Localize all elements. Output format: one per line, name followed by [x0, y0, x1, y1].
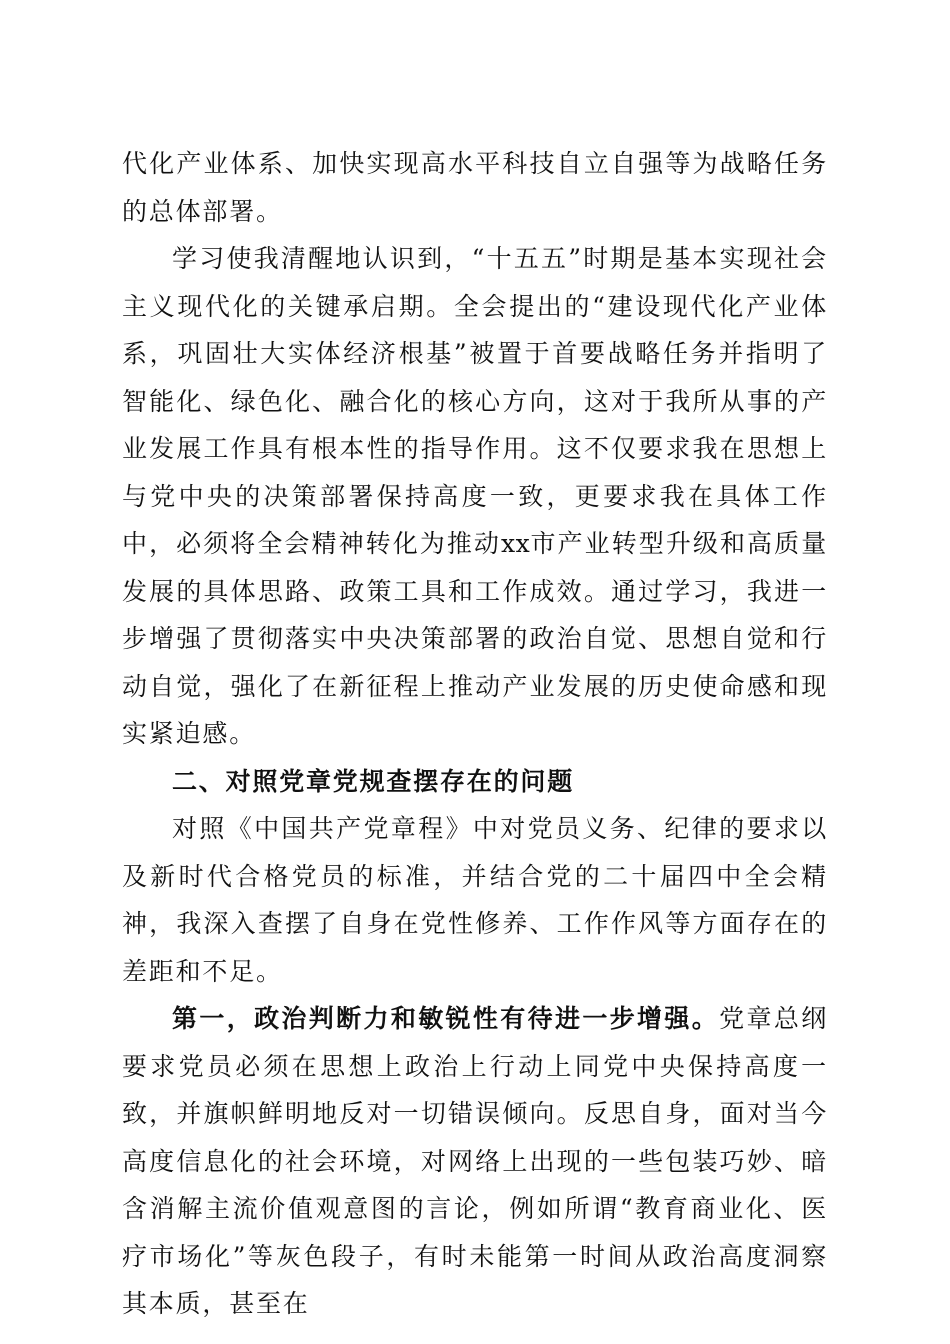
- first-issue-body: 党章总纲要求党员必须在思想上政治上行动上同党中央保持高度一致，并旗帜鲜明地反对一切错误倾向。反思自身，面对当今高度信息化的社会环境，对网络上出现的一些包装巧妙、暗含消解主流价值观意图的言论，例如所谓“教育商业化、医疗市场化”等灰色段子，有时未能第一时间从政治高度洞察其本质，甚至在: [122, 1004, 828, 1318]
- study-reflection-paragraph: [122, 235, 828, 758]
- intro-paragraph: 对照《中国共产党章程》中对党员义务、纪律的要求以及新时代合格党员的标准，并结合党的二十届四中全会精神，我深入查摆了自身在党性修养、工作作风等方面存在的差距和不足。: [122, 814, 828, 986]
- first-issue-lead: 第一，政治判断力和敏锐性有待进一步增强。: [172, 1004, 720, 1033]
- first-issue-paragraph: [122, 995, 828, 1328]
- city-placeholder: xx: [501, 529, 531, 558]
- study-text-part-2: 市产业转型升级和高质量发展的具体思路、政策工具和工作成效。通过学习，我进一步增强了贯彻落实中央决策部署的政治自觉、思想自觉和行动自觉，强化了在新征程上推动产业发展的历史使命感和现实紧迫感。: [122, 529, 828, 748]
- section-heading: 二、对照党章党规查摆存在的问题: [172, 766, 575, 796]
- document-body: [122, 140, 828, 1328]
- continued-paragraph: 代化产业体系、加快实现高水平科技自立自强等为战略任务的总体部署。: [122, 149, 828, 226]
- study-text-part-1: 学习使我清醒地认识到，“十五五”时期是基本实现社会主义现代化的关键承启期。全会提出的“建设现代化产业体系，巩固壮大实体经济根基”被置于首要战略任务并指明了智能化、绿色化、融合化的核心方向，这对于我所从事的产业发展工作具有根本性的指导作用。这不仅要求我在思想上与党中央的决策部署保持高度一致，更要求我在具体工作中，必须将全会精神转化为推动: [122, 244, 828, 558]
